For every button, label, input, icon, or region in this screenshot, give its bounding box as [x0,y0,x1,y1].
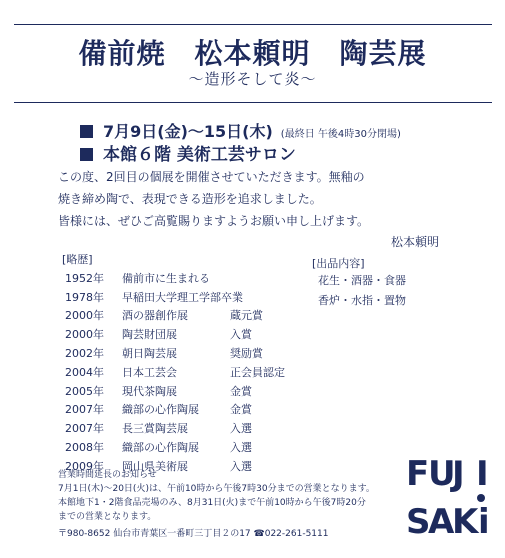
logo-dot-icon [477,494,485,502]
career-year: 2009年 [65,460,104,473]
career-year: 2002年 [65,347,104,360]
career-row [65,401,252,417]
logo-letter: A [428,502,455,542]
logo-letter: F [406,454,430,494]
works-line: 花生・酒器・食器 [318,274,406,287]
career-year: 1978年 [65,291,104,304]
career-year: 2007年 [65,403,104,416]
message-line: この度、2回目の個展を開催させていただきます。無釉の [58,170,365,184]
logo-letter: S [406,502,431,542]
career-event: 備前市に生まれる [122,272,210,285]
logo-letter: J [452,454,465,494]
career-event: 陶芸財団展 [122,328,177,341]
career-row [65,326,252,342]
works-line: 香炉・水指・置物 [318,294,406,307]
top-rule [14,24,492,25]
career-year: 2007年 [65,422,104,435]
exhibition-title: 備前焼 松本頼明 陶芸展 [78,37,427,70]
career-event: 長三賞陶芸展 [122,422,188,435]
logo-letter: I [476,454,489,494]
career-award: 入賞 [230,328,252,341]
career-year: 2008年 [65,441,104,454]
career-award: 正会員認定 [230,366,285,379]
career-event: 早稲田大学理工学部卒業 [122,291,243,304]
career-event: 織部の心作陶展 [122,441,199,454]
career-row [65,270,230,286]
career-row [65,364,285,380]
career-event: 岡山県美術展 [122,460,188,473]
notice-line: 本館地下1・2階食品売場のみ、8月31日(火)まで午前10時から午後7時20分 [58,498,366,508]
career-event: 日本工芸会 [122,366,177,379]
notice-line: までの営業となります。 [58,512,157,522]
career-event: 織部の心作陶展 [122,403,199,416]
closing-note: (最終日 午後4時30分閉場) [280,129,401,140]
career-year: 2004年 [65,366,104,379]
career-year: 2005年 [65,385,104,398]
career-year: 1952年 [65,272,104,285]
notice-line: 7月1日(木)～20日(火)は、午前10時から午後7時30分までの営業となります。 [58,484,375,494]
career-award: 蔵元賞 [230,309,263,322]
fujisaki-logo [406,454,494,547]
career-row [65,420,252,436]
works-heading: [出品内容] [312,257,365,270]
career-year: 2000年 [65,309,104,322]
career-row [65,307,263,323]
career-event: 朝日陶芸展 [122,347,177,360]
career-event: 酒の器創作展 [122,309,188,322]
exhibition-subtitle: ～造形そして炎～ [188,70,317,88]
career-event: 現代茶陶展 [122,385,177,398]
venue: 本館６階 美術工芸サロン [103,145,296,165]
square-bullet-icon [80,148,93,161]
career-row [65,439,252,455]
exhibition-dates: 7月9日(金)～15日(木) [103,122,273,141]
career-award: 入選 [230,422,252,435]
career-award: 入選 [230,441,252,454]
logo-letter: U [428,454,456,494]
career-award: 奨励賞 [230,347,263,360]
date-row [80,119,401,142]
career-award: 金賞 [230,385,252,398]
career-award: 入選 [230,460,252,473]
title-rule [14,102,492,103]
logo-letter: i [478,502,490,542]
career-heading: [略歴] [62,253,93,266]
message-line: 皆様には、ぜひご高覧賜りますようお願い申し上げます。 [58,214,370,228]
career-row [65,383,252,399]
career-award: 金賞 [230,403,252,416]
venue-row [80,140,296,165]
square-bullet-icon [80,125,93,138]
artist-signature: 松本頼明 [390,235,439,249]
message-line: 焼き締め陶で、表現できる造形を追求しました。 [58,192,322,206]
notice-line: 営業時間延長のお知らせ [58,470,157,480]
logo-letter: K [452,502,479,542]
career-year: 2000年 [65,328,104,341]
career-row [65,289,243,305]
career-row [65,345,263,361]
store-address: 〒980-8652 仙台市青葉区一番町三丁目２の17 ☎022-261-5111 [58,529,329,539]
